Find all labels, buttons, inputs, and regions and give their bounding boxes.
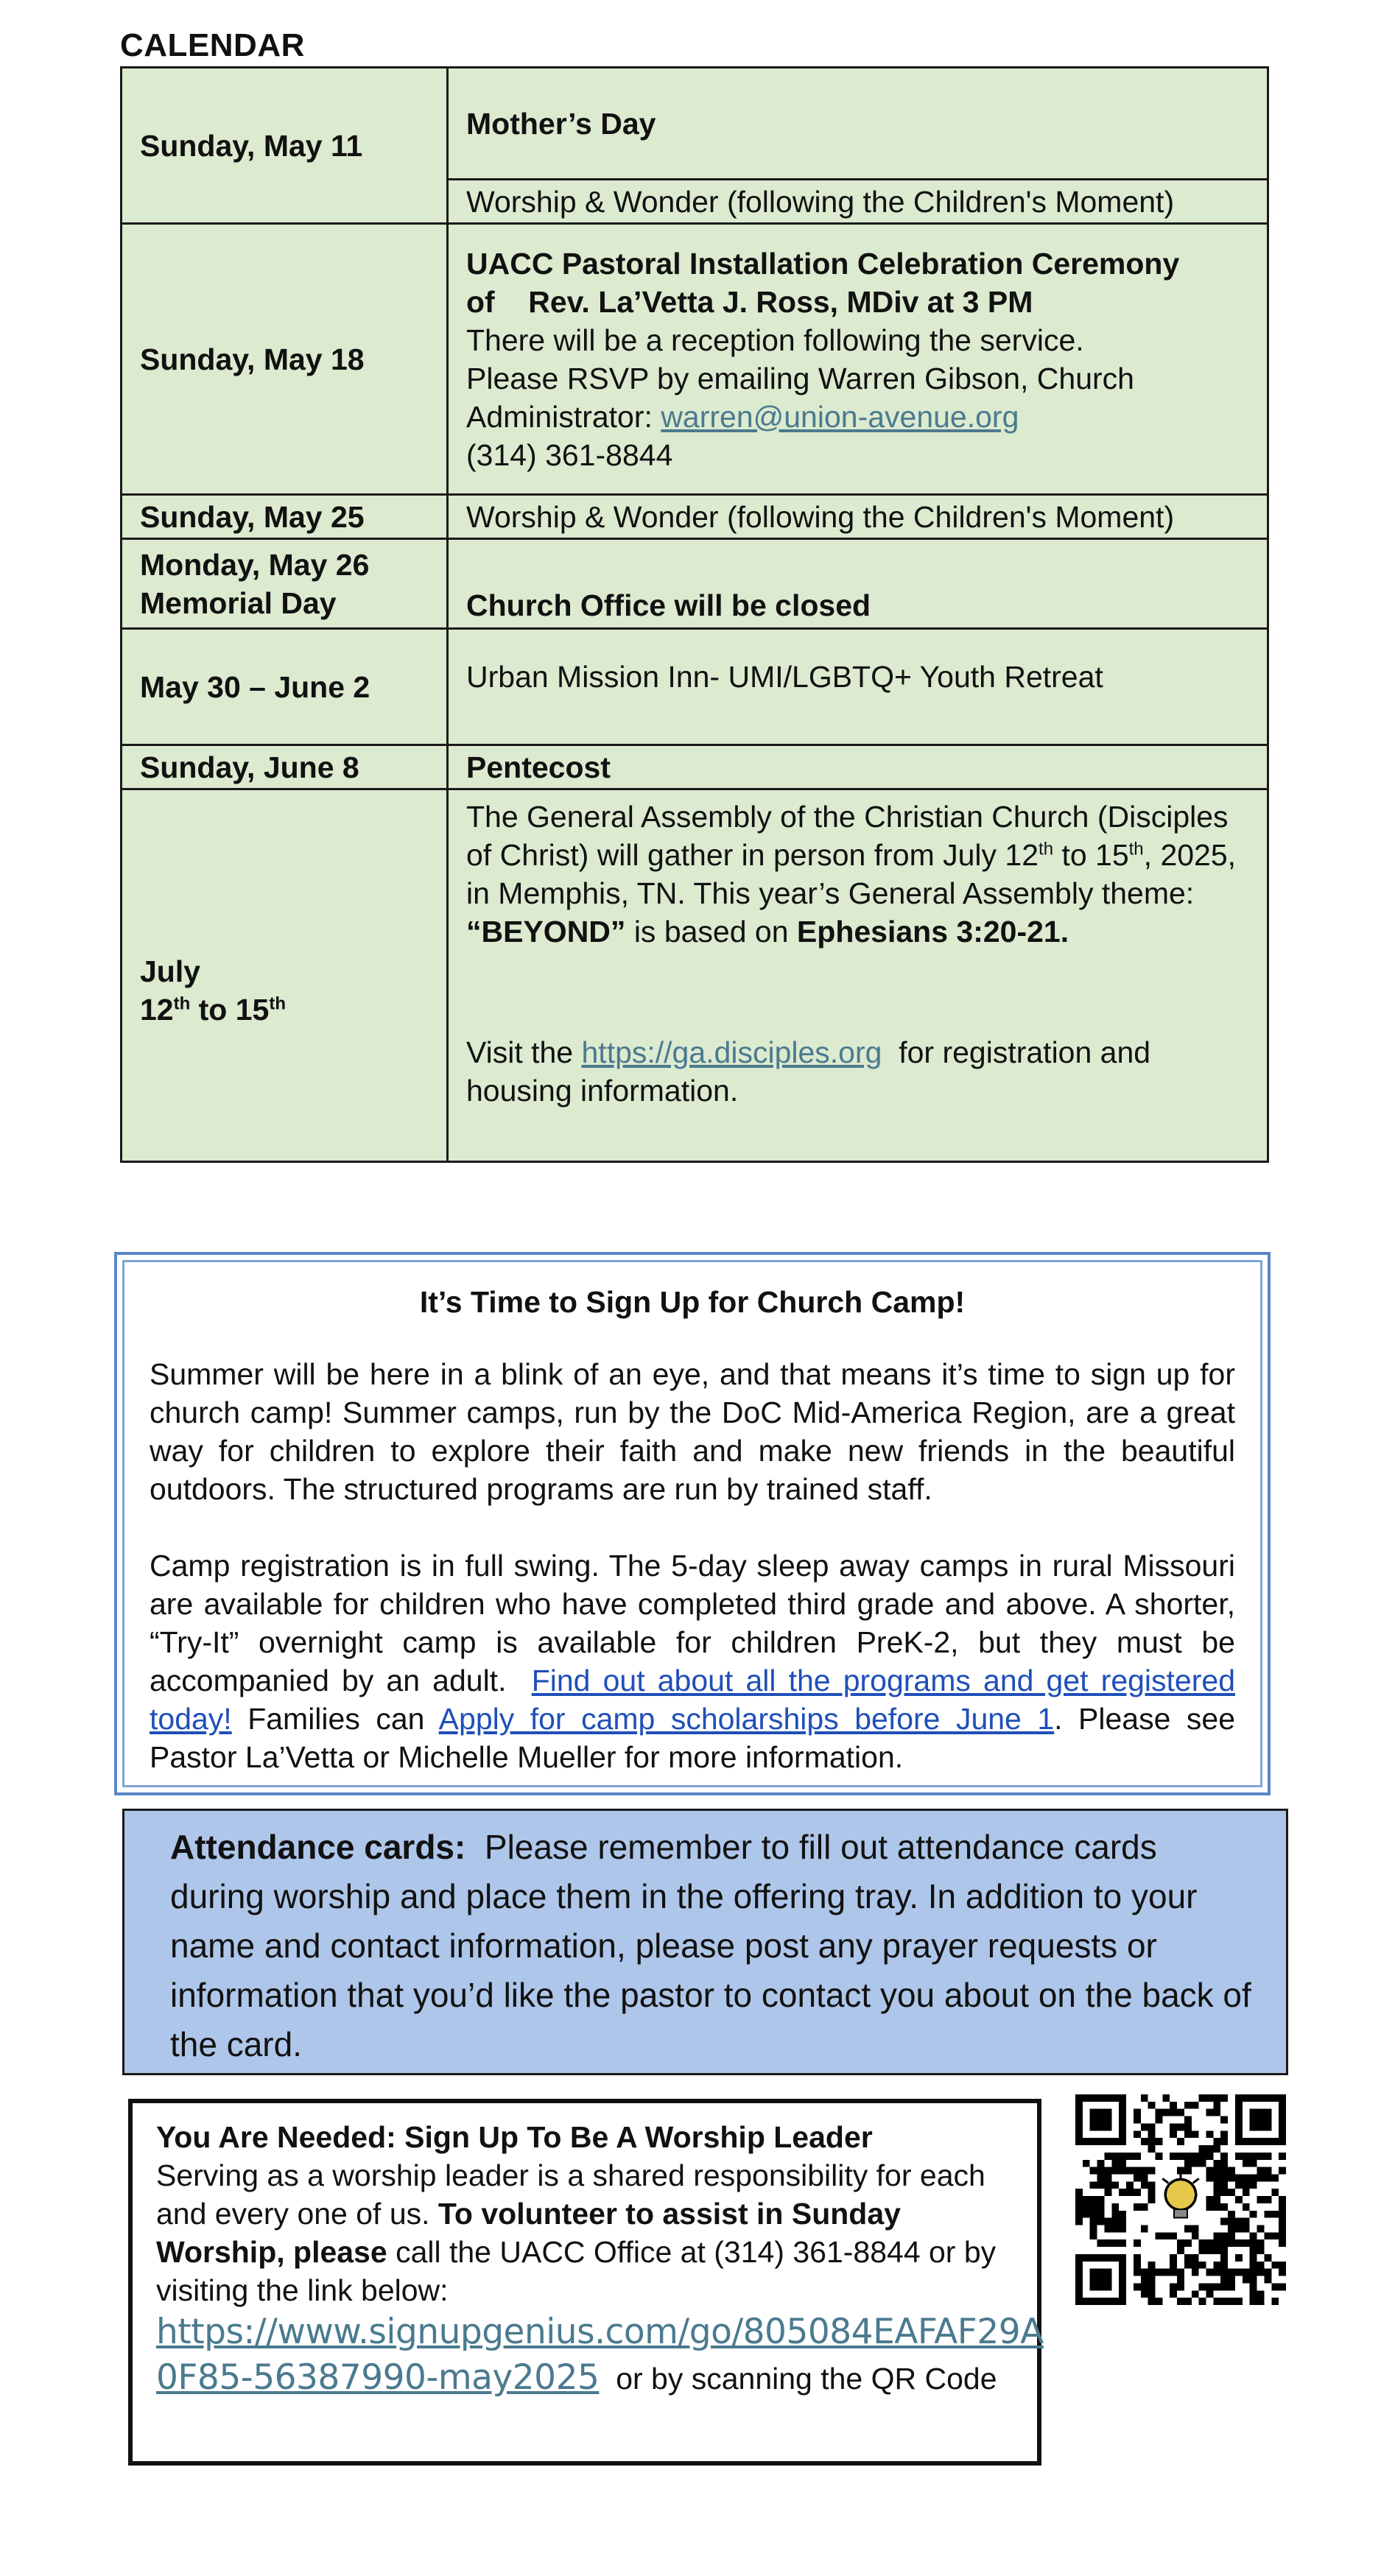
email-link[interactable]: warren@union-avenue.org [661, 399, 1019, 434]
event-office-closed: Church Office will be closed [448, 539, 1268, 629]
signupgenius-link[interactable]: https://www.signupgenius.com/go/805084EAFAF29A 0F85-56387990-may2025 [156, 2312, 1044, 2398]
event-title: Mother’s Day [466, 106, 656, 141]
date-may-26: Monday, May 26 Memorial Day [122, 539, 448, 629]
phone-number: (314) 361-8844 [466, 437, 673, 472]
ga-disciples-link[interactable]: https://ga.disciples.org [581, 1035, 882, 1069]
date-july: July 12th to 15th [122, 789, 448, 1162]
general-assembly-visit: Visit the https://ga.disciples.org for registration and housing information. [466, 1035, 1159, 1108]
event-youth-retreat: Urban Mission Inn- UMI/LGBTQ+ Youth Retreat [448, 629, 1268, 745]
date-may-11: Sunday, May 11 [122, 68, 448, 224]
installation-title-line2: of Rev. La’Vetta J. Ross, MDiv at 3 PM [466, 284, 1033, 319]
attendance-label: Attendance cards: [170, 1828, 466, 1866]
general-assembly-text: The General Assembly of the Christian Church (Disciples of Christ) will gather in person from July 12th to 15th, 2025, in Memphis, TN. This year’s General Assembly theme: “BEYOND” is based on Ephesians 3:20-21. [466, 800, 1237, 949]
signup-line: https://www.signupgenius.com/go/805084EAFAF29A 0F85-56387990-may2025 or by scanning the QR Code [156, 2312, 1044, 2398]
camp-paragraph-1: Summer will be here in a blink of an eye, and that means it’s time to sign up for church camp! Summer camps, run by the DoC Mid-America Region, are a great way for children to explore their faith and make new friends in the beautiful outdoors. The structured programs are run by trained staff. [150, 1357, 1235, 1506]
camp-title: It’s Time to Sign Up for Church Camp! [419, 1285, 966, 1319]
qr-code-icon[interactable] [1075, 2094, 1286, 2305]
date-june-8: Sunday, June 8 [122, 745, 448, 789]
attendance-text: Please remember to fill out attendance cards during worship and place them in the offering tray. In addition to your name and contact information, please post any prayer requests or information that you’d like the pastor to contact you about on the back of the card. [170, 1828, 1261, 2063]
camp-programs-link[interactable]: Find out about all the programs and get registered today! [150, 1664, 1235, 1736]
administrator-line: Administrator: warren@union-avenue.org [466, 399, 1019, 434]
event-general-assembly [448, 789, 1268, 1162]
event-mothers-day [448, 68, 1268, 180]
event-worship-wonder-may-25: Worship & Wonder (following the Children's Moment) [448, 495, 1268, 539]
event-pentecost: Pentecost [448, 745, 1268, 789]
attendance-cards-box [122, 1809, 1288, 2075]
event-installation [448, 224, 1268, 495]
date-may-18: Sunday, May 18 [122, 224, 448, 495]
calendar-heading: CALENDAR [120, 27, 305, 63]
worship-leader-title: You Are Needed: Sign Up To Be A Worship Leader [156, 2120, 873, 2154]
worship-leader-text: Serving as a worship leader is a shared responsibility for each and every one of us. To volunteer to assist in Sunday Worship, please call the UACC Office at (314) 361-8844 or by visiting the link below: [156, 2158, 997, 2307]
camp-paragraph-2: Camp registration is in full swing. The 5-day sleep away camps in rural Missouri are available for children who have completed third grade and above. A shorter, “Try-It” overnight camp is available for children PreK-2, but they must be accompanied by an adult. Find out about all the programs and get registered today! Families can Apply for camp scholarships before June 1. Please see Pastor La’Vetta or Michelle Mueller for more information. [150, 1549, 1244, 1774]
church-camp-box [114, 1252, 1271, 1795]
worship-leader-box [128, 2099, 1044, 2466]
event-worship-wonder-may-11: Worship & Wonder (following the Children's Moment) [448, 180, 1268, 224]
date-may-30: May 30 – June 2 [122, 629, 448, 745]
camp-scholarship-link[interactable]: Apply for camp scholarships before June 1 [438, 1702, 1055, 1736]
installation-title-line1: UACC Pastoral Installation Celebration Ceremony [466, 246, 1180, 281]
lightbulb-icon [1155, 2174, 1206, 2225]
reception-text: There will be a reception following the service. [466, 323, 1084, 357]
date-may-25: Sunday, May 25 [122, 495, 448, 539]
calendar-table [120, 66, 1269, 1163]
rsvp-text: Please RSVP by emailing Warren Gibson, Church [466, 361, 1134, 395]
